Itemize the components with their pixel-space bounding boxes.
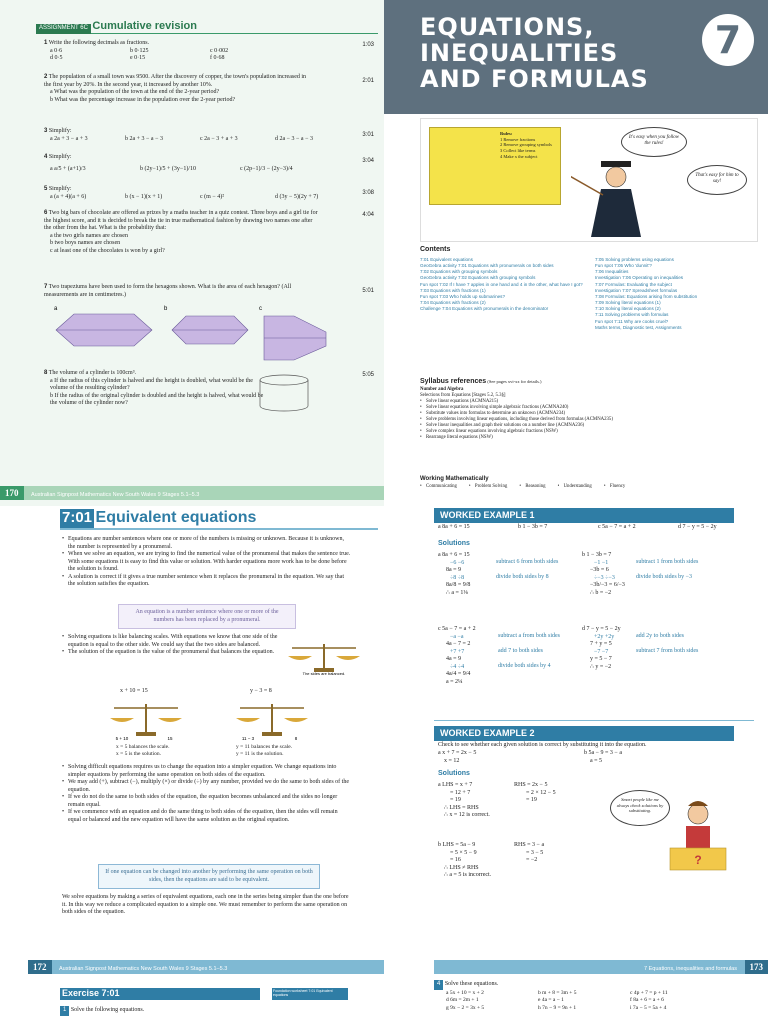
balance-bullets: • Solving equations is like balancing scales. With equations we know that one side of the equation is equal to the other side. We could say that the two sides are balanced. • The solution of the equation is the value of the pronumeral that balances the equation. xyxy=(62,634,280,657)
equivalent-box: If one equation can be changed into another by performing the same operation on both sides, then the equations are said to be equivalent. xyxy=(98,864,320,889)
assignment-title: Cumulative revision xyxy=(92,20,197,32)
blackboard: Rules: 1 Remove fractions 2 Remove grouping symbols 3 Collect like terms 4 Make x the subject xyxy=(429,127,561,205)
we1-solution-a: a 8a + 6 = 15 −6 −6 8a = 9 ÷8 ÷8 8a/8 = 9/8 ∴ a = 1⅛ subtract 6 from both sides divide both sides by 8 xyxy=(438,552,559,596)
teacher-illustration xyxy=(571,159,681,241)
footer-170 xyxy=(0,486,384,500)
we1-solution-d: d 7 − y = 5 − 2y +2y +2y 7 + y = 5 −7 −7 y = 5 − 7 ∴ y = −2 add 2y to both sides subtract 7 from both sides xyxy=(582,626,699,670)
page-number-172: 172 xyxy=(28,960,52,974)
svg-text:?: ? xyxy=(694,853,702,867)
we2-question-a: a x + 7 = 2x − 5 x = 12 xyxy=(438,750,477,764)
next-spread-strip xyxy=(0,976,768,1024)
strip-question-4-parts: a 5x + 10 = x + 2 b m + 8 = 3m + 5 c 4p + 7 = p + 11 d 6m = 2m + 1 e 4a = a − 1 f 8a + 6 = a + 6 g 9x − 2 = 3x + 5 h 7n − 9 = 9n + 1 i 7a − 5 = 5a + 4 xyxy=(446,990,668,1011)
balance-scale-2 xyxy=(234,698,310,742)
question-6: 6 Two big bars of chocolate are offered as prizes by a maths teacher in a quiz contest. Three boys and a girl tie for the highest score, and it is decided to break the tie in true mathematical fashion by drawing two names one after the other from the hat. What is the probability that: a the two girls names are chosen b two boys names are chosen c at least one of the chocolates is won by a girl? xyxy=(44,210,318,254)
we2-solution-a: a LHS = x + 7 = 12 + 7 = 19 ∴ LHS = RHS ∴ x = 12 is correct. xyxy=(438,782,490,818)
question-7: 7 Two trapeziums have been used to form the hexagons shown. What is the area of each hexagon? (All measurements are in centimetres.) xyxy=(44,284,292,298)
question-3: 3 Simplify: a 2a + 3 − a + 3 b 2a + 3 − a − 3 c 2a − 3 + a + 3 d 2a − 3 − a − 3 xyxy=(44,128,313,142)
contents-left: 7:01 Equivalent equations GeoGebra activity 7:01 Equations with pronumerals on both sides 7:02 Equations with grouping symbols GeoGebra activity 7:02 Equations with grouping symbols Fun spot 7:02 If I have 7 apples in one hand and 4 in the other, what have I got? 7:03 Equations with fractions (1) Fun spot 7:03 Who holds up submarines? 7:04 Equations with fractions (2) Challenge 7:04 Equations with pronumerals in the denominator xyxy=(420,256,583,312)
footer-text-172: Australian Signpost Mathematics New South Wales 9 Stages 5.1–5.3 xyxy=(59,966,228,972)
definition-box: An equation is a number sentence where one or more of the numbers has been replaced by a pronumeral. xyxy=(118,604,296,629)
page-173 xyxy=(434,508,768,976)
we1-solution-b: b 1 − 3b = 7 −1 −1 −3b = 6 ÷−3 ÷−3 −3b/−3 = 6/−3 ∴ b = −2 subtract 1 from both sides divide both sides by −3 xyxy=(582,552,699,596)
scale2-equation: y − 3 = 8 xyxy=(250,688,272,694)
chapter-cartoon xyxy=(420,118,758,242)
contents-section xyxy=(420,246,760,331)
hexagon-diagrams xyxy=(44,302,354,364)
we1-questions: a 8a + 6 = 15 b 1 − 3b = 7 c 5a − 7 = a + 2 d 7 − y = 5 − 2y xyxy=(438,524,717,530)
working-title: Working Mathematically xyxy=(420,476,489,482)
scale1-caption: x = 5 balances the scale. x = 5 is the solution. xyxy=(116,744,170,757)
chapter-title: EQUATIONS, INEQUALITIES AND FORMULAS xyxy=(420,13,649,93)
working-maths-section: Working Mathematically • Communicating • Problem Solving • Reasoning • Understanding • Fluency xyxy=(420,476,760,489)
assignment-header xyxy=(36,20,378,34)
we2-rhs-a: RHS = 2x − 5 = 2 × 12 − 5 = 19 xyxy=(514,782,556,803)
worksheet-badge[interactable]: Foundation worksheet 7:01 Equivalent equations xyxy=(272,988,348,1000)
footer-text-173: 7 Equations, inequalities and formulas xyxy=(644,966,737,972)
scale2-left: 11 − 3 xyxy=(241,736,255,741)
footer-text-170: Australian Signpost Mathematics New South Wales 9 Stages 5.1–5.3 xyxy=(31,492,200,498)
time-q2: 2:01 xyxy=(362,78,374,84)
student-illustration xyxy=(662,798,732,874)
we2-solution-b: b LHS = 5a − 9 = 5 × 5 − 9 = 16 ∴ LHS ≠ RHS ∴ a = 5 is incorrect. xyxy=(438,842,492,878)
time-q1: 1:03 xyxy=(362,42,374,48)
syllabus-section: Syllabus references (See pages xvi-xx for details.) Number and Algebra Selections from Equations [Stages 5.2, 5.3§] • Solve linear equations (ACMNA215) • Solve linear equations involving simple algebraic fractions (ACMNA240) • Substitute values into formulas to determine an unknown (ACMNA234) • Solve problems involving linear equations, including those derived from formulas (ACMNA235) • Solve linear inequalities and graph their solutions on a number line (ACMNA236) • Solve complex linear equations involving algebraic fractions (NSW) • Rearrange literal equations (NSW) xyxy=(420,378,760,441)
section-header xyxy=(60,508,378,530)
question-2: 2 The population of a small town was 9500. After the discovery of copper, the town's population increased in the first year by 20%. In the second year, it increased by another 10%. a What was the population of the town at the end of the 2-year period? b What was the percentage increase in the population over the 2-year period? xyxy=(44,74,307,103)
closing-paragraph: We solve equations by making a series of equivalent equations, each one in the series being simpler than the one before it. In this way we reduce a complicated equation to a simple one. We must remember to perform the same operation on both sides of the equation. xyxy=(62,894,349,915)
question-4: 4 Simplify: a a/5 + (a+1)/3 b (2y−1)/5 + (3y−1)/10 c (2p−1)/3 − (2y−3)/4 xyxy=(44,154,293,172)
page-171 xyxy=(384,0,768,506)
footer-173 xyxy=(434,960,768,974)
question-5: 5 Simplify: a (a + 4)(a + 6) b (x − 1)(x + 1) c (m − 4)² d (3y − 5)(2y + 7) xyxy=(44,186,319,200)
we2-question-b: b 5a − 9 = 3 − a a = 5 xyxy=(584,750,622,764)
speech-bubble-1: It's easy when you follow the rules! xyxy=(621,127,687,157)
time-q8: 5:05 xyxy=(362,372,374,378)
contents-title: Contents xyxy=(420,246,451,253)
scale1-right: 15 xyxy=(167,736,173,741)
balance-scale-main xyxy=(286,634,362,676)
scale2-caption: y = 11 balances the scale. y = 11 is the solution. xyxy=(236,744,293,757)
intro-bullets: • Equations are number sentences where one or more of the numbers is missing or unknown. Because it is unknown, the number is represented by a pronumeral. • When we solve an equation, we are trying to find the numerical value of the pronumeral that makes the sentence true. With some equations it is easy to find this value or solution. With harder equations more work has to be done before the solution is found. • A solution is correct if it gives a true number sentence when it replaces the pronumeral in the equation. We say that the solution satisfies the equation. xyxy=(62,536,352,589)
worked-example-1-title: WORKED EXAMPLE 1 xyxy=(434,508,734,523)
scale1-equation: x + 10 = 15 xyxy=(120,688,148,694)
page-number-170: 170 xyxy=(0,486,24,500)
question-1: 1 Write the following decimals as fractions. a 0·6 b 0·125 c 0·002 d 0·5 e 0·15 f 0·68 xyxy=(44,40,229,61)
speech-bubble-2: That's easy for him to say! xyxy=(687,165,747,195)
syllabus-title: Syllabus references xyxy=(420,378,487,385)
section-title: Equivalent equations xyxy=(95,509,257,526)
hex-label-a: a xyxy=(54,306,58,312)
time-q3: 3:01 xyxy=(362,132,374,138)
strip-question-4: 4 Solve these equations. xyxy=(434,980,498,990)
hex-label-c: c xyxy=(259,306,262,312)
time-q7: 5:01 xyxy=(362,288,374,294)
we2-rhs-b: RHS = 3 − a = 3 − 5 = −2 xyxy=(514,842,545,863)
hex-label-b: b xyxy=(164,306,168,312)
question-8: 8 The volume of a cylinder is 100cm³. a If the radius of this cylinder is halved and the height is doubled, what would be the volume of the resulting cylinder? b If the radius of the original cylinder is doubled and the height is halved, what would be the volume of the cylinder now? xyxy=(44,370,264,406)
time-q6: 4:04 xyxy=(362,212,374,218)
scale2-right: 8 xyxy=(294,736,298,741)
time-q5: 3:08 xyxy=(362,190,374,196)
chapter-number: 7 xyxy=(702,14,754,66)
scale1-left: 5 + 10 xyxy=(115,736,129,741)
contents-right: 7:05 Solving problems using equations Fun spot 7:05 Who 'dunnit'? 7:06 Inequalities Investigation 7:06 Operating on inequalities 7:07 Formulas: Evaluating the subject Investigation 7:07 Spreadsheet formulas 7:08 Formulas: Equations arising from substitution 7:09 Solving literal equations (1) 7:10 Solving literal equations (2) 7:11 Solving problems with formulas Fun spot 7:11 Why are cooks cruel? Maths terms, Diagnostic test, Assignments xyxy=(595,256,698,330)
exercise-header xyxy=(60,988,260,1000)
page-number-173: 173 xyxy=(745,960,768,974)
exercise-title: Exercise 7:01 xyxy=(62,988,120,998)
speech-bubble-check: Smart people like me always check solutions by substituting. xyxy=(610,790,670,826)
balance-scale-1 xyxy=(108,698,184,742)
worked-example-2-title: WORKED EXAMPLE 2 xyxy=(434,726,734,741)
we1-solutions-label: Solutions xyxy=(438,540,470,547)
assignment-tag: ASSIGNMENT 6C xyxy=(36,24,91,34)
we1-solution-c: c 5a − 7 = a + 2 −a −a 4a − 7 = 2 +7 +7 4a = 9 ÷4 ÷4 4a/4 = 9/4 a = 2¼ subtract a from both sides add 7 to both sides divide both sides by 4 xyxy=(438,626,560,685)
we2-text: Check to see whether each given solution is correct by substituting it into the equation. xyxy=(438,742,647,748)
we2-solutions-label: Solutions xyxy=(438,770,470,777)
footer-172 xyxy=(28,960,384,974)
page-172 xyxy=(0,508,384,976)
section-number: 7:01 xyxy=(62,509,93,526)
divider xyxy=(434,720,754,721)
scale-main-caption: The sides are balanced. xyxy=(302,671,346,676)
time-q4: 3:04 xyxy=(362,158,374,164)
method-bullets: • Solving difficult equations requires us to change the equation into a simpler equation. We change equations into simpler equations by performing the same operation on both sides of the equation. • We may add (+), subtract (−), multiply (×) or divide (÷) by any number, provided we do the same to both sides of the equation. • If we do not do the same to both sides of the equation, the equation becomes unbalanced and the sides no longer remain equal. • If we commence with an equation and do the same thing to both sides of the equation, then the sides will remain equal or balanced and the new equation will have the same solution as the original equation. xyxy=(62,764,352,824)
page-170 xyxy=(0,0,384,506)
strip-question-1: 1 Solve the following equations. xyxy=(60,1006,144,1016)
cylinder-diagram xyxy=(254,372,314,414)
